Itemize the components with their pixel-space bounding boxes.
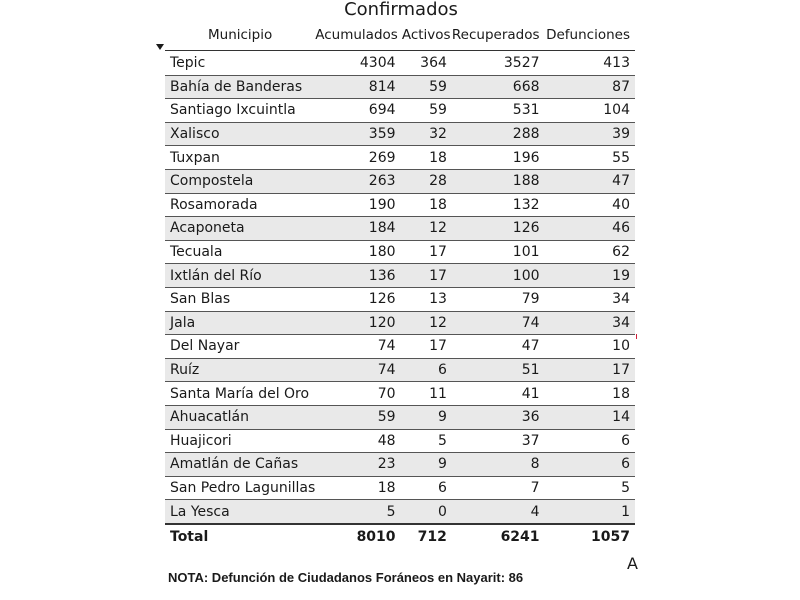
table-row <box>165 264 635 288</box>
table-row <box>165 122 635 146</box>
table-row <box>165 311 635 335</box>
cell-recuperados: 126 <box>452 217 546 241</box>
cell-municipio: Tepic <box>165 51 315 76</box>
cell-municipio: Santiago Ixcuintla <box>165 99 315 123</box>
cell-recuperados: 4 <box>452 500 546 524</box>
table-row <box>165 75 635 99</box>
header-row <box>165 24 635 51</box>
cell-acumulados: 18 <box>315 476 400 500</box>
cell-municipio: Acaponeta <box>165 217 315 241</box>
cell-defunciones: 413 <box>546 51 635 76</box>
table-row <box>165 405 635 429</box>
cell-activos: 12 <box>401 217 452 241</box>
cell-activos: 17 <box>401 264 452 288</box>
cell-acumulados: 74 <box>315 358 400 382</box>
cell-recuperados: 8 <box>452 453 546 477</box>
cell-activos: 5 <box>401 429 452 453</box>
cell-defunciones: 5 <box>546 476 635 500</box>
cell-municipio: Compostela <box>165 169 315 193</box>
cell-acumulados: 4304 <box>315 51 400 76</box>
cell-municipio: Ruíz <box>165 358 315 382</box>
cell-acumulados: 70 <box>315 382 400 406</box>
table-row <box>165 240 635 264</box>
header-activos[interactable]: Activos <box>401 27 451 43</box>
table-row <box>165 335 635 359</box>
cell-defunciones: 6 <box>546 453 635 477</box>
cell-acumulados: 136 <box>315 264 400 288</box>
table-row <box>165 287 635 311</box>
cell-recuperados: 100 <box>452 264 546 288</box>
cell-defunciones: 39 <box>546 122 635 146</box>
table-body <box>165 51 635 524</box>
cell-acumulados: 59 <box>315 405 400 429</box>
cell-recuperados: 188 <box>452 169 546 193</box>
cell-acumulados: 23 <box>315 453 400 477</box>
table-row <box>165 146 635 170</box>
cell-municipio: San Blas <box>165 287 315 311</box>
cell-municipio: La Yesca <box>165 500 315 524</box>
cell-defunciones: 55 <box>546 146 635 170</box>
header-defunciones[interactable]: Defunciones <box>546 27 630 43</box>
caret-down-icon[interactable] <box>156 44 164 50</box>
header-acumulados[interactable]: Acumulados <box>315 27 398 43</box>
cell-recuperados: 47 <box>452 335 546 359</box>
cell-recuperados: 36 <box>452 405 546 429</box>
cell-defunciones: 18 <box>546 382 635 406</box>
table-row <box>165 382 635 406</box>
cell-municipio: San Pedro Lagunillas <box>165 476 315 500</box>
cell-recuperados: 7 <box>452 476 546 500</box>
total-recuperados: 6241 <box>452 524 546 550</box>
cell-activos: 12 <box>401 311 452 335</box>
table-row <box>165 453 635 477</box>
table-row <box>165 476 635 500</box>
total-acumulados: 8010 <box>315 524 400 550</box>
cell-acumulados: 126 <box>315 287 400 311</box>
cell-defunciones: 1 <box>546 500 635 524</box>
corner-letter: A <box>627 554 638 573</box>
cell-recuperados: 37 <box>452 429 546 453</box>
cell-recuperados: 196 <box>452 146 546 170</box>
total-defunciones: 1057 <box>546 524 635 550</box>
cell-activos: 32 <box>401 122 452 146</box>
table-row <box>165 358 635 382</box>
cell-acumulados: 48 <box>315 429 400 453</box>
cell-recuperados: 79 <box>452 287 546 311</box>
cell-municipio: Ahuacatlán <box>165 405 315 429</box>
cell-defunciones: 104 <box>546 99 635 123</box>
municipios-table <box>165 24 635 550</box>
cell-recuperados: 132 <box>452 193 546 217</box>
cell-recuperados: 531 <box>452 99 546 123</box>
cell-activos: 11 <box>401 382 452 406</box>
cell-activos: 364 <box>401 51 452 76</box>
cell-defunciones: 34 <box>546 311 635 335</box>
cell-activos: 9 <box>401 453 452 477</box>
cell-municipio: Ixtlán del Río <box>165 264 315 288</box>
cell-municipio: Jala <box>165 311 315 335</box>
cell-acumulados: 74 <box>315 335 400 359</box>
table-row <box>165 429 635 453</box>
cell-defunciones: 40 <box>546 193 635 217</box>
cell-defunciones: 17 <box>546 358 635 382</box>
cell-municipio: Tecuala <box>165 240 315 264</box>
cell-defunciones: 14 <box>546 405 635 429</box>
cell-activos: 18 <box>401 193 452 217</box>
table-row <box>165 51 635 76</box>
footnote: NOTA: Defunción de Ciudadanos Foráneos en Nayarit: 86 <box>168 570 524 585</box>
cell-defunciones: 46 <box>546 217 635 241</box>
table-row <box>165 99 635 123</box>
cell-defunciones: 87 <box>546 75 635 99</box>
cell-activos: 9 <box>401 405 452 429</box>
cell-defunciones: 19 <box>546 264 635 288</box>
cell-defunciones: 10 <box>546 335 635 359</box>
cell-defunciones: 47 <box>546 169 635 193</box>
cell-activos: 0 <box>401 500 452 524</box>
total-label: Total <box>165 524 315 550</box>
cell-municipio: Tuxpan <box>165 146 315 170</box>
table-row <box>165 500 635 524</box>
cell-municipio: Del Nayar <box>165 335 315 359</box>
cell-municipio: Bahía de Banderas <box>165 75 315 99</box>
cell-activos: 6 <box>401 476 452 500</box>
cell-municipio: Huajicori <box>165 429 315 453</box>
header-municipio[interactable]: Municipio <box>207 27 273 43</box>
cell-activos: 28 <box>401 169 452 193</box>
table-row <box>165 217 635 241</box>
table-row <box>165 169 635 193</box>
cell-municipio: Amatlán de Cañas <box>165 453 315 477</box>
cell-acumulados: 120 <box>315 311 400 335</box>
cell-activos: 59 <box>401 99 452 123</box>
cell-activos: 17 <box>401 335 452 359</box>
cell-acumulados: 190 <box>315 193 400 217</box>
cell-activos: 13 <box>401 287 452 311</box>
cell-municipio: Rosamorada <box>165 193 315 217</box>
cell-activos: 59 <box>401 75 452 99</box>
cell-acumulados: 180 <box>315 240 400 264</box>
table-row <box>165 193 635 217</box>
total-activos: 712 <box>401 524 452 550</box>
cell-municipio: Santa María del Oro <box>165 382 315 406</box>
cell-defunciones: 6 <box>546 429 635 453</box>
cell-defunciones: 62 <box>546 240 635 264</box>
cell-activos: 6 <box>401 358 452 382</box>
cell-recuperados: 668 <box>452 75 546 99</box>
cell-acumulados: 814 <box>315 75 400 99</box>
cell-defunciones: 34 <box>546 287 635 311</box>
cell-acumulados: 184 <box>315 217 400 241</box>
cell-acumulados: 359 <box>315 122 400 146</box>
cell-recuperados: 3527 <box>452 51 546 76</box>
total-row <box>165 524 635 550</box>
cell-activos: 18 <box>401 146 452 170</box>
cell-acumulados: 269 <box>315 146 400 170</box>
cell-recuperados: 288 <box>452 122 546 146</box>
header-recuperados[interactable]: Recuperados <box>451 27 540 43</box>
table-title: Confirmados <box>344 0 458 20</box>
red-tick-mark <box>636 334 637 339</box>
cell-recuperados: 41 <box>452 382 546 406</box>
cell-municipio: Xalisco <box>165 122 315 146</box>
cell-acumulados: 263 <box>315 169 400 193</box>
cell-recuperados: 51 <box>452 358 546 382</box>
cell-acumulados: 694 <box>315 99 400 123</box>
cell-activos: 17 <box>401 240 452 264</box>
cell-recuperados: 101 <box>452 240 546 264</box>
cell-acumulados: 5 <box>315 500 400 524</box>
cell-recuperados: 74 <box>452 311 546 335</box>
